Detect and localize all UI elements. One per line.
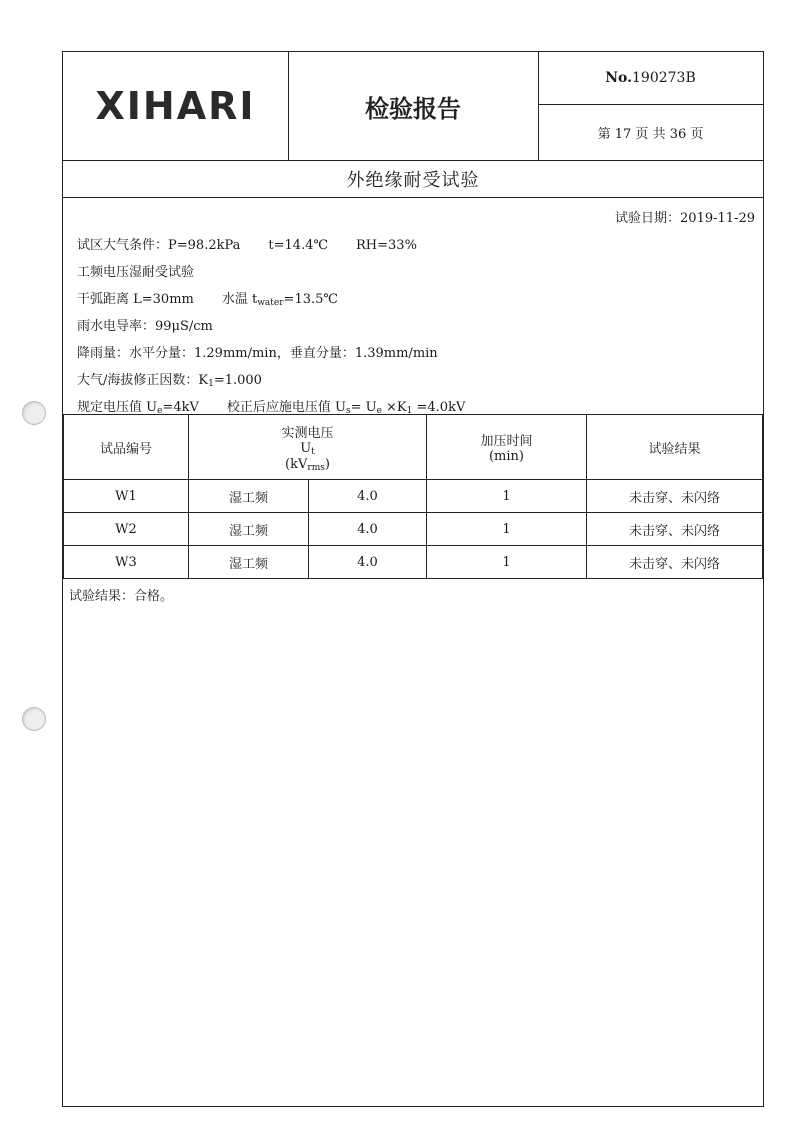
- voltage-unit-sub: rms: [307, 462, 325, 473]
- sample-id: W3: [64, 546, 189, 579]
- atmosphere-label: 试区大气条件：: [77, 238, 169, 253]
- report-number-prefix: No.: [605, 70, 633, 86]
- table-row: [64, 513, 763, 546]
- result-cell: 未击穿、未闪络: [587, 513, 763, 546]
- corrected-prefix: 校正后应施电压值 U: [226, 400, 346, 415]
- header-voltage-unit: [189, 457, 426, 473]
- time-cell: 1: [427, 480, 587, 513]
- water-temp-value: =13.5℃: [283, 292, 338, 307]
- test-type-cell: 湿工频: [189, 480, 309, 513]
- logo-cell: [63, 52, 289, 160]
- results-table: [63, 414, 763, 579]
- corrected-mid2: ×K: [381, 400, 407, 415]
- table-row: [64, 480, 763, 513]
- header-result: 试验结果: [587, 415, 763, 480]
- voltage-values: [77, 396, 755, 416]
- rated-voltage-sub: e: [157, 406, 163, 416]
- test-type-cell: 湿工频: [189, 546, 309, 579]
- correction-sub: 1: [208, 379, 214, 389]
- test-date: 试验日期：2019-11-29: [615, 211, 755, 226]
- header-voltage: [189, 415, 427, 480]
- report-number: [538, 52, 763, 105]
- arc-distance: 干弧距离 L=30mm: [77, 292, 194, 307]
- test-conclusion: 试验结果：合格。: [69, 589, 174, 604]
- voltage-cell: 4.0: [309, 546, 427, 579]
- header-time-unit: (min): [488, 449, 524, 464]
- header-voltage-symbol: [189, 441, 426, 457]
- precipitation-rate: 降雨量：水平分量：1.29mm/min，垂直分量：1.39mm/min: [77, 346, 438, 361]
- test-type-cell: 湿工频: [189, 513, 309, 546]
- section-title: 外绝缘耐受试验: [63, 160, 763, 198]
- test-type: 工频电压湿耐受试验: [77, 265, 195, 280]
- corrected-mid: = U: [350, 400, 377, 415]
- punch-hole-top: [22, 401, 46, 425]
- rain-conductivity: 雨水电导率：99μS/cm: [77, 319, 213, 334]
- results-table-header: [64, 415, 763, 480]
- report-number-value: 190273B: [632, 70, 696, 86]
- page-info: 第 17 页 共 36 页: [597, 126, 704, 142]
- report-frame: [62, 51, 764, 1107]
- result-cell: 未击穿、未闪络: [587, 546, 763, 579]
- corrected-sub-1: 1: [406, 406, 413, 416]
- header-sample-id: 试品编号: [64, 415, 189, 480]
- company-logo: XIHARI: [95, 84, 256, 128]
- voltage-symbol-sub: t: [311, 446, 315, 457]
- corrected-sub-s: s: [345, 406, 351, 416]
- time-cell: 1: [427, 513, 587, 546]
- result-cell: 未击穿、未闪络: [587, 480, 763, 513]
- report-title: 检验报告: [365, 94, 461, 123]
- sample-id: W1: [64, 480, 189, 513]
- title-cell: [288, 52, 539, 160]
- time-cell: 1: [427, 546, 587, 579]
- correction-factor: [77, 369, 755, 389]
- punch-hole-bottom: [22, 707, 46, 731]
- voltage-unit-prefix: (kV: [285, 456, 308, 472]
- voltage-cell: 4.0: [309, 513, 427, 546]
- voltage-cell: 4.0: [309, 480, 427, 513]
- voltage-unit-suffix: ): [324, 456, 330, 472]
- correction-prefix: 大气/海拔修正因数：K: [77, 373, 209, 388]
- water-temp-prefix: 水温 t: [221, 292, 258, 307]
- rated-voltage-prefix: 规定电压值 U: [77, 400, 158, 415]
- rated-voltage-value: =4kV: [162, 400, 199, 415]
- temperature-value: t=14.4℃: [268, 238, 329, 253]
- water-temp-sub: water: [257, 298, 284, 308]
- arc-distance-line: [77, 288, 755, 308]
- pressure-value: P=98.2kPa: [168, 238, 241, 253]
- header-time-title: 加压时间: [480, 434, 533, 449]
- sample-id: W2: [64, 513, 189, 546]
- corrected-sub-e: e: [376, 406, 382, 416]
- voltage-symbol: U: [300, 440, 312, 456]
- corrected-value: =4.0kV: [412, 400, 466, 415]
- correction-value: =1.000: [213, 373, 262, 388]
- header-time: [427, 415, 587, 480]
- humidity-value: RH=33%: [356, 238, 417, 253]
- table-row: [64, 546, 763, 579]
- atmosphere-conditions: [77, 234, 755, 253]
- header-voltage-title: 实测电压: [281, 425, 334, 441]
- report-header: [63, 52, 763, 161]
